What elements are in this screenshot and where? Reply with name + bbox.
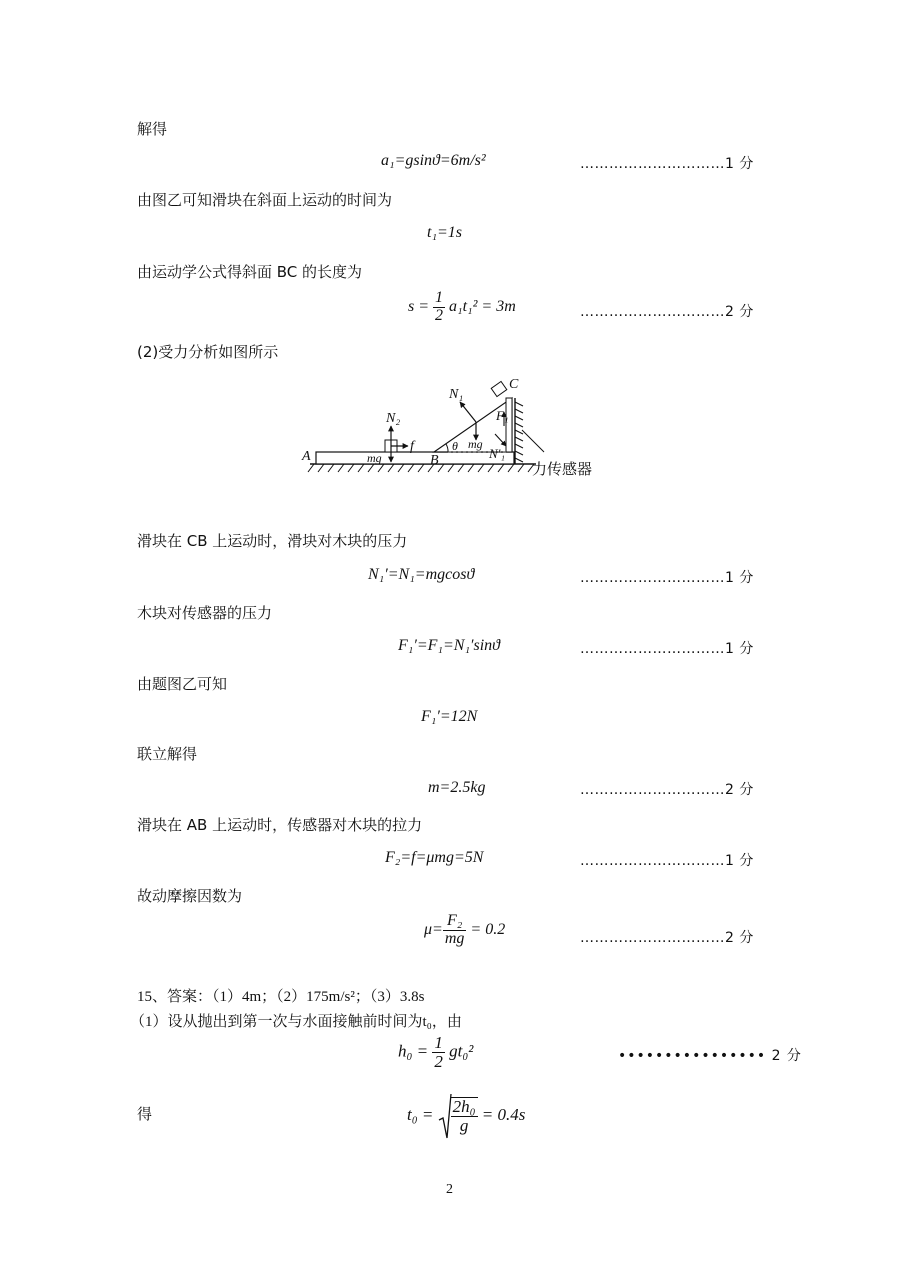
score-8: •••••••••••••••• 2 分 [618, 1048, 802, 1064]
score-5: …………………………2 分 [580, 782, 754, 798]
label-n1-prime: N′₁ [489, 446, 506, 461]
label-n1: N₁ [449, 387, 464, 402]
score-7: …………………………2 分 [580, 930, 754, 946]
equation-m: m=2.5kg [428, 779, 486, 796]
score-4: …………………………1 分 [580, 641, 754, 657]
wooden-block-post [506, 398, 512, 452]
arrow-n1 [460, 402, 476, 422]
equation-s [408, 290, 516, 325]
horizontal-board [316, 452, 514, 464]
equation-f2: F₂=f=μmg=5N [385, 849, 484, 866]
eq-mu-fraction: $\frac{\text{F₂}}{mg}$ [444, 912, 465, 947]
text-bc: 由运动学公式得斜面 BC 的长度为 [137, 263, 363, 281]
eq-s-lhs: s = [408, 297, 430, 315]
eq-h0-rhs: gt₀² [449, 1041, 474, 1061]
equation-n1: N₁′=N₁=mgcosϑ [368, 566, 475, 583]
text-from-figure: 由题图乙可知 [137, 675, 228, 693]
eq-t0-rhs: = 0.4s [481, 1104, 526, 1124]
ground-hatching [308, 464, 534, 472]
eq-mu-lhs: μ= [424, 920, 443, 938]
label-f1: F₁ [496, 408, 509, 423]
label-sensor: 力传感器 [532, 460, 593, 478]
equation-mu [424, 913, 505, 948]
text-ab: 滑块在 AB 上运动时，传感器对木块的拉力 [137, 816, 423, 834]
eq-h0-fraction: $\frac{1}{2}$ [434, 1033, 443, 1071]
text-jiede: 解得 [137, 120, 168, 138]
text-de: 得 [137, 1105, 153, 1123]
eq-t0-fraction: $\frac{\text{2h₀}}{g}$ [452, 1097, 476, 1135]
question-1-text: （1）设从抛出到第一次与水面接触前时间为t₀，由 [130, 1014, 462, 1030]
score-2: …………………………2 分 [580, 304, 754, 320]
answer-15: 15、答案：（1）4m；（2）175m/s²；（3）3.8s [137, 989, 425, 1005]
sensor-hatching [515, 402, 523, 462]
label-f: f [410, 439, 414, 454]
score-3: …………………………1 分 [580, 570, 754, 586]
page-number: 2 [446, 1182, 453, 1197]
equation-t1: t₁=1s [427, 224, 463, 241]
text-cb: 滑块在 CB 上运动时，滑块对木块的压力 [137, 532, 408, 550]
eq-mu-rhs: = 0.2 [470, 920, 506, 938]
label-mg-left: mg [367, 451, 382, 465]
label-n2: N₂ [386, 411, 401, 426]
slider-on-incline [491, 381, 507, 396]
label-theta: θ [452, 439, 458, 453]
equation-h0 [398, 1034, 473, 1071]
equation-f1: F₁′=F₁=N₁′sinϑ [398, 637, 501, 654]
force-diagram [300, 370, 620, 485]
eq-s-fraction: $\frac{1}{2}$ [435, 289, 444, 324]
label-b: B [430, 453, 439, 468]
label-a: A [302, 449, 311, 464]
score-1: …………………………1 分 [580, 156, 754, 172]
equation-a1: a₁=gsinϑ=6m/s² [381, 152, 486, 169]
text-mu: 故动摩擦因数为 [137, 887, 243, 905]
eq-t0-lhs: t₀ = [407, 1104, 434, 1124]
eq-t0-sqrt [438, 1092, 478, 1140]
equation-f1-value: F₁′=12N [421, 708, 478, 725]
eq-s-rhs: a₁t₁² = 3m [449, 297, 516, 315]
sensor-leader-line [522, 430, 544, 452]
label-c: C [509, 377, 519, 392]
eq-h0-lhs: h₀ = [398, 1041, 429, 1061]
text-lianli: 联立解得 [137, 745, 198, 763]
text-force-analysis: (2)受力分析如图所示 [137, 343, 279, 361]
score-6: …………………………1 分 [580, 853, 754, 869]
radical-sign-icon [438, 1092, 452, 1140]
text-sensor-pressure: 木块对传感器的压力 [137, 604, 273, 622]
text-t1: 由图乙可知滑块在斜面上运动的时间为 [137, 191, 393, 209]
label-mg-right: mg [468, 437, 483, 451]
equation-t0 [407, 1092, 525, 1140]
